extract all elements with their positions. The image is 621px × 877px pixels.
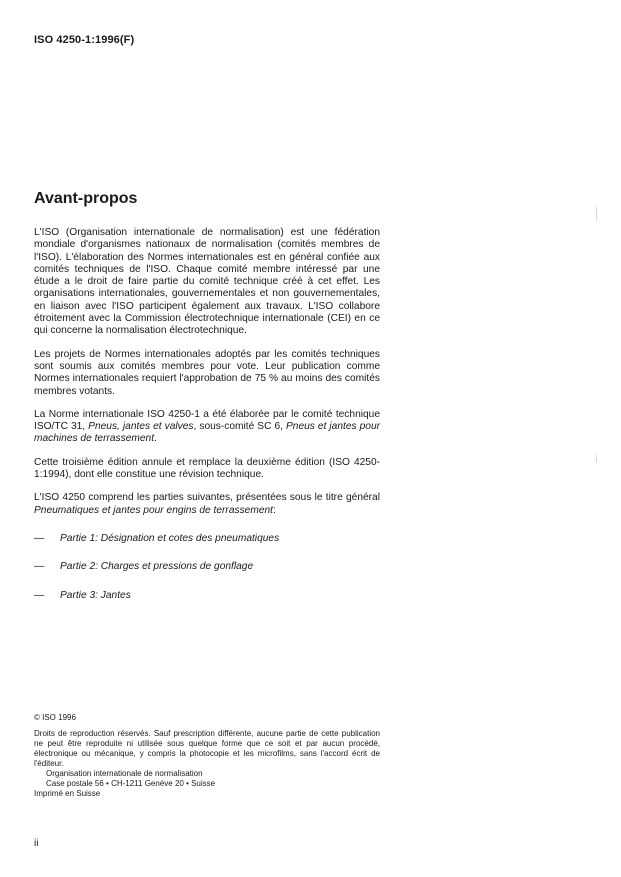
- paragraph-parts-intro: [34, 492, 380, 517]
- rights-notice: Droits de reproduction réservés. Sauf prescription différente, aucune partie de cette publication ne peut être reproduite ni utilisée sous quelque forme que ce soit et par aucun procédé, électronique ou mécanique, y compris la photocopie et les microfilms, sans l'accord écrit de l'éditeur.: [34, 729, 380, 768]
- committee-text-1: La Norme internationale ISO 4250-1 a été élaborée par le comité technique ISO/TC 31,: [34, 408, 380, 433]
- printed-in: Imprimé en Suisse: [34, 789, 101, 798]
- dash-bullet: —: [34, 589, 45, 601]
- page-number: ii: [34, 838, 39, 849]
- committee-name: Pneus, jantes et valves: [88, 421, 194, 433]
- paragraph-edition: Cette troisième édition annule et remplace la deuxième édition (ISO 4250-1:1994), dont elle constitue une révision technique.: [34, 456, 380, 481]
- organization-name: Organisation internationale de normalisation: [46, 769, 203, 778]
- general-title: Pneumatiques et jantes pour engins de terrassement: [34, 504, 273, 516]
- foreword-body: [34, 227, 380, 618]
- copyright-footer: [34, 713, 380, 799]
- dash-bullet: —: [34, 532, 45, 544]
- part-label: Partie 3: Jantes: [60, 589, 131, 601]
- paragraph-voting: Les projets de Normes internationales adoptés par les comités techniques sont soumis aux comités membres pour vote. Leur publication comme Normes internationales requiert l'approbation de 75 % au moins des comités membres votants.: [34, 348, 380, 397]
- copyright-line: © ISO 1996: [34, 713, 76, 722]
- list-item: [34, 561, 380, 573]
- list-item: [34, 533, 380, 545]
- committee-text-2: , sous-comité SC 6,: [193, 421, 286, 433]
- document-header-id: ISO 4250-1:1996(F): [34, 34, 135, 46]
- section-title: Avant-propos: [34, 190, 138, 207]
- committee-text-3: .: [154, 433, 157, 445]
- paragraph-committee: [34, 409, 380, 446]
- dash-bullet: —: [34, 561, 45, 573]
- part-label: Partie 2: Charges et pressions de gonflage: [60, 561, 254, 573]
- postal-address: Case postale 56 • CH-1211 Genève 20 • Suisse: [46, 779, 216, 788]
- paragraph-iso-intro: L'ISO (Organisation internationale de normalisation) est une fédération mondiale d'organismes nationaux de normalisation (comités membres de l'ISO). L'élaboration des Normes internationales est en général confiée aux comités techniques de l'ISO. Chaque comité membre intéressé par une étude a le droit de faire partie du comité technique créé à cet effet. Les organisations internationales, gouvernementales et non gouvernementales, en liaison avec l'ISO participent également aux travaux. L'ISO collabore étroitement avec la Commission électrotechnique internationale (CEI) en ce qui concerne la normalisation électrotechnique.: [34, 227, 380, 337]
- list-item: [34, 590, 380, 602]
- part-label: Partie 1: Désignation et cotes des pneumatiques: [60, 532, 280, 544]
- parts-intro-colon: :: [272, 504, 276, 516]
- subcommittee-name: Pneus et jantes pour machines de terrassement: [34, 421, 381, 445]
- scan-mark: [596, 455, 597, 463]
- parts-intro-text: L'ISO 4250 comprend les parties suivantes, présentées sous le titre général: [34, 492, 380, 504]
- scan-mark: [596, 207, 597, 221]
